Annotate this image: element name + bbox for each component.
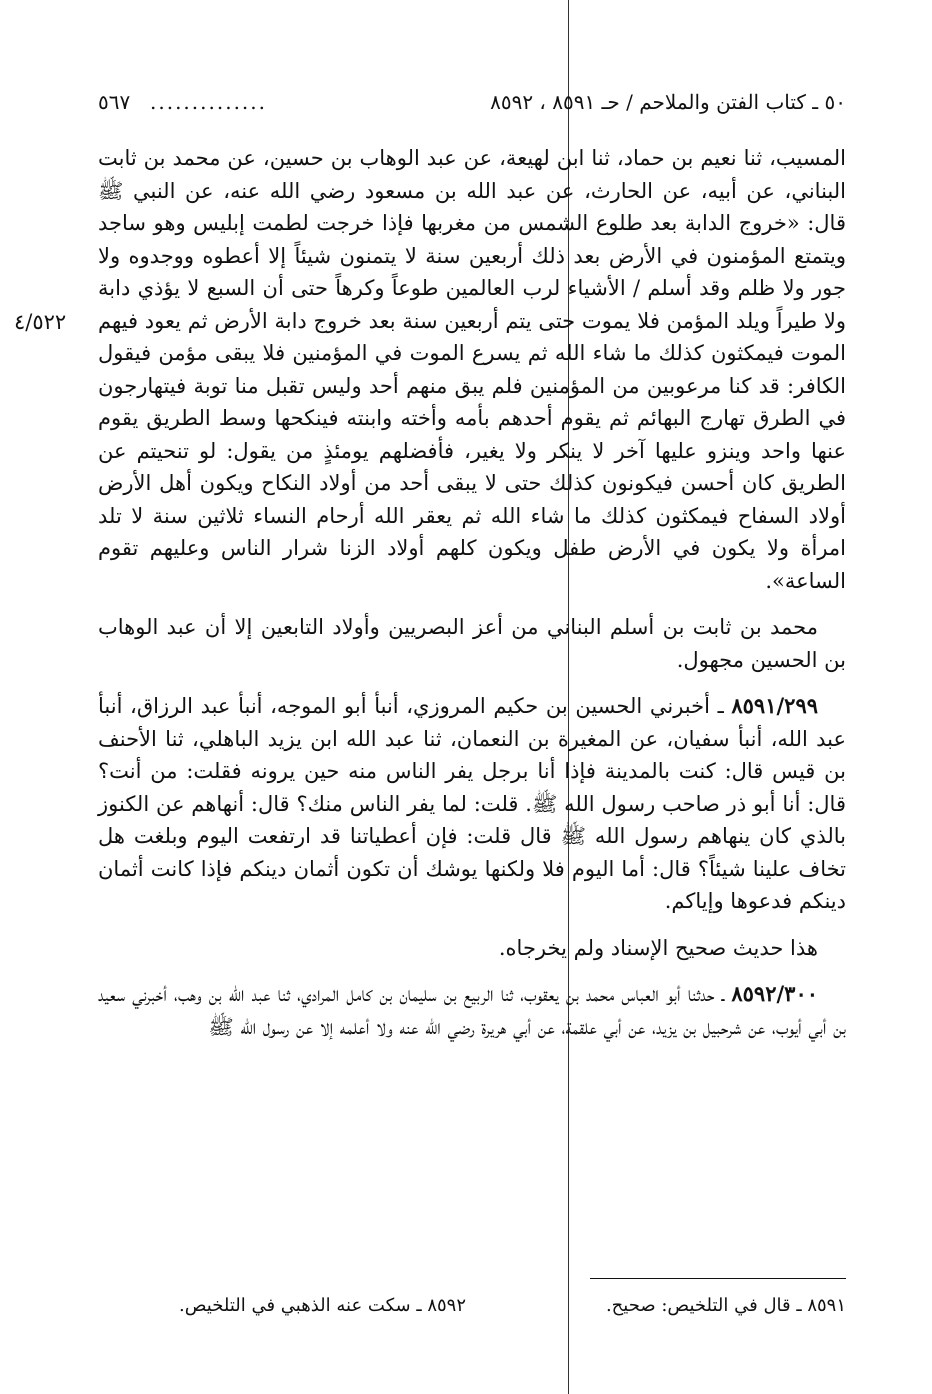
chapter-title: ٥٠ ـ كتاب الفتن والملاحم / حـ ٨٥٩١ ، ٨٥٩٢ [490,90,846,114]
paragraph-text: ـ أخبرني الحسين بن حكيم المروزي، أنبأ أبو الموجه، أنبأ عبد الرزاق، أنبأ عبد الله، أنبأ سفيان، عن المغيرة بن النعمان، ثنا عبد الله ابن يزيد الباهلي، ثنا الأحنف بن قيس قال: كنت بالمدينة فإذا أنا برجل يفر الناس منه حين يرونه فقلت: من أنت؟ قال: أنا أبو ذر صاحب رسول الله ﷺ. قلت: لما يفر الناس منك؟ قال: أنهاهم عن الكنوز بالذي كان ينهاهم رسول الله ﷺ قال قلت: فإن أعطياتنا قد ارتفعت اليوم وبلغت هل تخاف علينا شيئاً؟ قال: أما اليوم فلا ولكنها يوشك أن تكون أثمان دينكم فإذا كانت أثمان دينكم فدعوها وإياكم. [98,694,846,913]
footnote-8592: ٨٥٩٢ ـ سكت عنه الذهبي في التلخيص. [179,1295,466,1316]
paragraph-commentary [98,611,846,676]
paragraph-hadith-text [98,142,846,597]
footnote-8591: ٨٥٩١ ـ قال في التلخيص: صحيح. [605,1295,846,1316]
hadith-number: ٨٥٩٢/٣٠٠ [731,981,818,1006]
footnotes [98,1290,846,1322]
paragraph-text: ـ حدثنا أبو العباس محمد بن يعقوب، ثنا الربيع بن سليمان بن كامل المرادي، ثنا عبد الله بن وهب، أخبرني سعيد بن أبي أيوب، عن شرحبيل بن يزيد، عن أبي علقمة، عن أبي هريرة رضي الله عنه ولا أعلمه إلا عن رسول الله ﷺ [98,982,846,1039]
footnote-separator [590,1278,846,1279]
running-header [98,86,846,118]
paragraph-grading [98,932,846,965]
main-text [98,142,846,1057]
paragraph-text: المسيب، ثنا نعيم بن حماد، ثنا ابن لهيعة، عن عبد الوهاب بن حسين، عن محمد بن ثابت البناني، عن أبيه، عن الحارث، عن عبد الله بن مسعود رضي الله عنه، عن النبي ﷺ قال: «خروج الدابة بعد طلوع الشمس من مغربها فإذا خرجت لطمت إبليس وهو ساجد ويتمتع المؤمنون في الأرض بعد ذلك أربعين سنة لا يتمنون شيئاً إلا أعطوه ووجدوه ولا جور ولا ظلم وقد أسلم / الأشياء لرب العالمين طوعاً وكرهاً حتى أن السبع لا يؤذي دابة ولا طيراً ويلد المؤمن فلا يموت حتى يتم أربعين سنة بعد خروج دابة الأرض ثم يعود فيهم الموت فيمكثون كذلك ما شاء الله ثم يسرع الموت في المؤمنين فلا يبقى مؤمن فيقول الكافر: قد كنا مرعوبين من المؤمنين فلم يبق منهم أحد وليس تقبل منا توبة فيتهارجون في الطرق تهارج البهائم ثم يقوم أحدهم بأمه وأخته وابنته فينكحها وسط الطريق يقوم عنها واحد وينزو عليها آخر لا ينكر ولا يغير، فأفضلهم يومئذٍ من يقول: لو تنحيتم عن الطريق كان أحسن فيكونون كذلك حتى لا يبقى أحد من أولاد النكاح ويكون أهل الأرض أولاد السفاح فيمكثون كذلك ما شاء الله ثم يعقر الله أرحام النساء ثلاثين سنة لا تلد امرأة ولا يكون في الأرض طفل ويكون كلهم أولاد الزنا شرار الناس وعليهم تقوم الساعة». [98,146,846,593]
paragraph-hadith-8592 [98,978,846,1043]
header-leader-dots: .............. [150,90,268,114]
paragraph-text: هذا حديث صحيح الإسناد ولم يخرجاه. [498,935,818,960]
hadith-number: ٨٥٩١/٢٩٩ [731,693,818,718]
paragraph-text: محمد بن ثابت بن أسلم البناني من أعز البصريين وأولاد التابعين إلا أن عبد الوهاب بن الحسين مجهول. [98,615,846,672]
paragraph-hadith-8591 [98,690,846,918]
margin-reference: ٤/٥٢٢ [14,310,67,334]
page-number: ٥٦٧ [98,90,131,114]
